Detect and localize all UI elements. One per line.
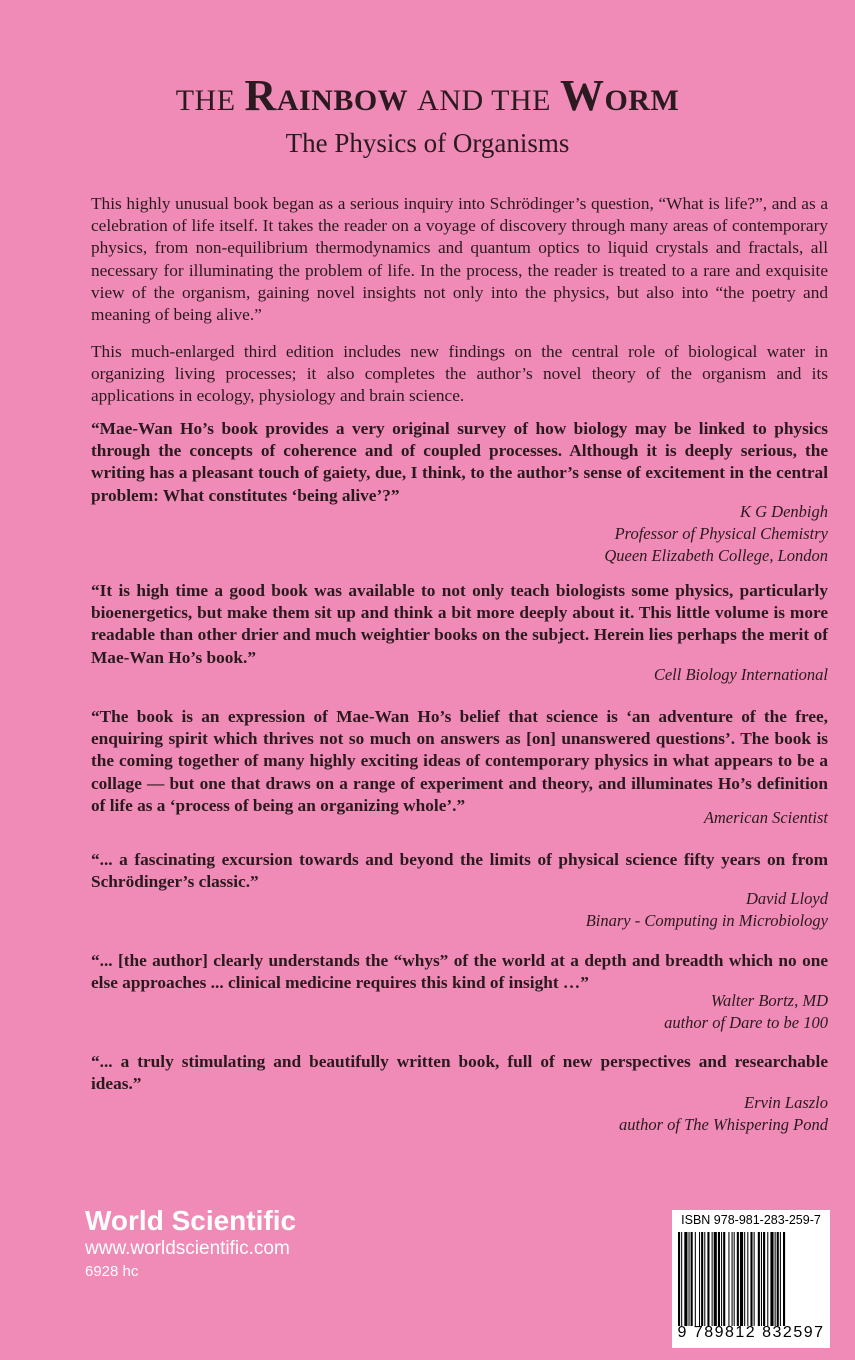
review-attribution bbox=[328, 501, 828, 568]
title-worm-initial: W bbox=[559, 71, 605, 120]
barcode-bar bbox=[747, 1232, 748, 1326]
barcode-bar bbox=[758, 1232, 760, 1326]
barcode-bar bbox=[721, 1232, 722, 1326]
review-attribution bbox=[328, 888, 828, 932]
barcode-bar bbox=[750, 1232, 752, 1326]
barcode-bar bbox=[763, 1232, 765, 1326]
reviewer-title: author of The Whispering Pond bbox=[619, 1115, 828, 1135]
title-word-the: THE bbox=[175, 84, 236, 117]
description-paragraph: This highly unusual book began as a serious inquiry into Schrödinger’s question, “What is life?”, and as a celebration of life itself. It takes the reader on a voyage of discovery through many areas of contemporary physics, from non-equilibrium thermodynamics and quantum optics to liquid crystals and fractals, all necessary for illuminating the problem of life. In the process, the reader is treated to a rare and exquisite view of the organism, gaining novel insights not only into the physics, but also into “the poetry and meaning of being alive.” bbox=[91, 194, 828, 325]
review-attribution bbox=[328, 990, 828, 1034]
review-attribution bbox=[328, 1092, 828, 1136]
title-rainbow-initial: R bbox=[244, 71, 277, 120]
isbn-label: ISBN 978-981-283-259-7 bbox=[681, 1213, 821, 1227]
barcode-bar bbox=[777, 1232, 779, 1326]
barcode-bar bbox=[728, 1232, 729, 1326]
barcode-bar bbox=[701, 1232, 703, 1326]
reviewer-name: Walter Bortz, MD bbox=[710, 991, 828, 1010]
review-quote: “... a fascinating excursion towards and beyond the limits of physical science fifty years on from Schrödinger’s classic.” bbox=[91, 850, 828, 892]
barcode-bar bbox=[737, 1232, 739, 1326]
barcode-bar bbox=[744, 1232, 745, 1326]
reviewer-title: Professor of Physical Chemistry bbox=[614, 524, 828, 544]
publisher-url: www.worldscientific.com bbox=[85, 1238, 290, 1259]
book-title bbox=[0, 70, 855, 121]
reviewer-name: K G Denbigh bbox=[740, 502, 828, 521]
barcode-bar bbox=[734, 1232, 735, 1326]
reviewer-name: Ervin Laszlo bbox=[744, 1093, 828, 1112]
barcode-bar bbox=[689, 1232, 690, 1326]
review-quote: “It is high time a good book was available to not only teach biologists some physics, particularly bioenergetics, but make them sit up and think a bit more deeply about it. This little volume is more readable than other drier and much weightier books on the subject. Herein lies perhaps the merit of Mae-Wan Ho’s book.” bbox=[91, 581, 828, 667]
barcode-bar bbox=[732, 1232, 733, 1326]
review-attribution bbox=[328, 807, 828, 829]
title-worm-rest: ORM bbox=[604, 84, 680, 117]
edition-paragraph: This much-enlarged third edition includes new findings on the central role of biological water in organizing living processes; it also completes the author’s novel theory of the organism and its applications in ecology, physiology and brain science. bbox=[91, 342, 828, 406]
barcode-bar bbox=[714, 1232, 717, 1326]
reviewer-affiliation: Queen Elizabeth College, London bbox=[604, 546, 828, 566]
reviewer-name: David Lloyd bbox=[745, 889, 828, 908]
barcode-bar bbox=[754, 1232, 755, 1326]
barcode-bar bbox=[740, 1232, 743, 1326]
review-quote: “The book is an expression of Mae-Wan Ho’s belief that science is ‘an adventure of the free, enquiring spirit which thrives not so much on answers as [on] unanswered questions’. The book is the coming together of many highly exciting ideas of contemporary physics in what appears to be a collage — but one that draws on a range of experiment and theory, and illuminates Ho’s definition of life as a ‘process of being an organizing whole’.” bbox=[91, 707, 828, 815]
publisher-name: World Scientific bbox=[85, 1205, 297, 1236]
product-code: 6928 hc bbox=[85, 1263, 139, 1280]
barcode-bar bbox=[718, 1232, 720, 1326]
barcode-bar bbox=[695, 1232, 696, 1326]
barcode-bars bbox=[678, 1232, 824, 1326]
book-subtitle: The Physics of Organisms bbox=[285, 128, 570, 158]
barcode-bar bbox=[691, 1232, 693, 1326]
barcode-bar bbox=[684, 1232, 687, 1326]
review-attribution bbox=[328, 664, 828, 686]
barcode-bar bbox=[767, 1232, 768, 1326]
barcode-digits: 9 789812 832597 bbox=[677, 1324, 825, 1341]
publisher-block bbox=[85, 1205, 296, 1283]
barcode-bar bbox=[775, 1232, 776, 1326]
barcode-bar bbox=[678, 1232, 680, 1326]
review-quote: “Mae-Wan Ho’s book provides a very original survey of how biology may be linked to physics through the concepts of coherence and of coupled processes. Although it is deeply serious, the writing has a pleasant touch of gaiety, due, I think, to the author’s sense of excitement in the central problem: What constitutes ‘being alive’?” bbox=[91, 419, 828, 505]
barcode-bar bbox=[707, 1232, 709, 1326]
title-and-the: AND THE bbox=[417, 84, 551, 117]
isbn-barcode bbox=[672, 1210, 830, 1348]
barcode-bar bbox=[723, 1232, 725, 1326]
reviewer-name: American Scientist bbox=[703, 808, 828, 827]
barcode-bar bbox=[704, 1232, 705, 1326]
barcode-bar bbox=[699, 1232, 700, 1326]
barcode-bar bbox=[712, 1232, 713, 1326]
review-quote: “... a truly stimulating and beautifully written book, full of new perspectives and researchable ideas.” bbox=[91, 1052, 828, 1094]
barcode-bar bbox=[780, 1232, 781, 1326]
barcode-bar bbox=[761, 1232, 762, 1326]
title-rainbow-rest: AINBOW bbox=[276, 84, 409, 117]
barcode-bar bbox=[783, 1232, 785, 1326]
review-quote: “... [the author] clearly understands the “whys” of the world at a depth and breadth which no one else approaches ... clinical medicine requires this kind of insight …” bbox=[91, 951, 828, 993]
reviewer-title: Binary - Computing in Microbiology bbox=[585, 911, 828, 931]
barcode-bar bbox=[681, 1232, 682, 1326]
reviewer-title: author of Dare to be 100 bbox=[664, 1013, 828, 1033]
reviewer-name: Cell Biology International bbox=[653, 665, 828, 684]
barcode-bar bbox=[770, 1232, 773, 1326]
